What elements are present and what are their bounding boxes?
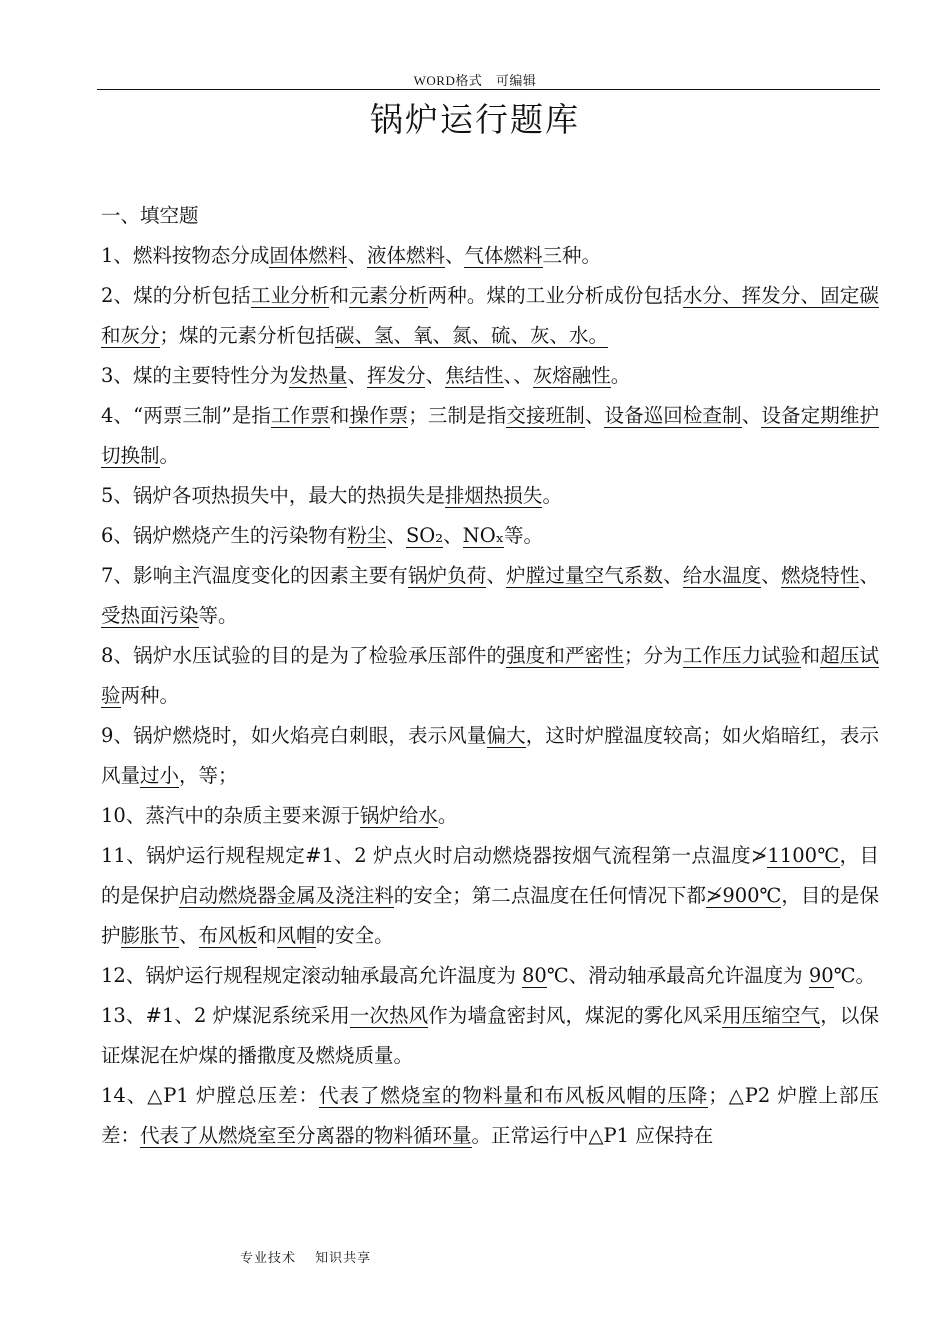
question-item	[101, 516, 879, 556]
question-text: 、	[347, 364, 367, 387]
answer-blank: SO₂	[405, 524, 444, 547]
answer-blank: 80	[522, 964, 547, 987]
question-text: 4、“两票三制”是指	[101, 404, 271, 427]
question-text: 和	[329, 284, 350, 307]
answer-blank: 操作票	[349, 404, 409, 427]
answer-blank: ≯900℃	[705, 884, 782, 907]
question-item	[101, 796, 879, 836]
question-text: 。	[542, 484, 562, 507]
question-text: 9、锅炉燃烧时，如火焰亮白刺眼，表示风量	[101, 724, 487, 747]
question-text: 、	[859, 564, 879, 587]
answer-blank: 过小	[140, 764, 180, 787]
question-text: 。	[610, 364, 631, 387]
answer-blank: 设备巡回检查制	[604, 404, 742, 427]
question-text: 。	[159, 444, 180, 467]
question-text: 5、锅炉各项热损失中，最大的热损失是	[101, 484, 445, 507]
answer-blank: 风帽	[276, 924, 316, 947]
question-item	[101, 276, 879, 356]
question-item	[101, 356, 879, 396]
question-text: 两种。	[120, 684, 180, 707]
answer-blank: 锅炉给水	[359, 804, 438, 827]
answer-blank: 1100℃	[767, 844, 840, 867]
page-footer: 专业技术 知识共享	[240, 1251, 372, 1266]
answer-blank: 发热量	[288, 364, 348, 387]
question-text: ；分为	[623, 644, 683, 667]
answer-blank: 炉膛过量空气系数	[506, 564, 664, 587]
question-text: 、	[741, 404, 762, 427]
question-text: 和	[257, 924, 277, 947]
question-text: 、	[443, 524, 463, 547]
question-text: 、、	[503, 364, 533, 387]
answer-blank: 固体燃料	[269, 244, 348, 267]
question-item	[101, 396, 879, 476]
answer-blank: 受热面污染	[101, 604, 199, 627]
answer-blank: 燃烧特性	[780, 564, 860, 587]
question-list	[101, 236, 879, 1156]
answer-blank: 锅炉负荷	[407, 564, 487, 587]
answer-blank: 液体燃料	[366, 244, 445, 267]
question-text: 的安全；第二点温度在任何情况下都	[393, 884, 706, 907]
answer-blank: 代表了燃烧室的物料量和布风板风帽的压降	[318, 1084, 709, 1107]
question-text: 和	[329, 404, 350, 427]
question-text: 的安全。	[315, 924, 394, 947]
question-item	[101, 956, 879, 996]
answer-blank: 碳、氢、氧、氮、硫、灰、水。	[335, 324, 609, 347]
question-text: 7、影响主汽温度变化的因素主要有	[101, 564, 408, 587]
answer-blank: 工作票	[270, 404, 330, 427]
question-text: ，目的是保护	[101, 884, 879, 947]
answer-blank: 工业分析	[250, 284, 330, 307]
question-text: 和	[800, 644, 821, 667]
question-text: 。正常运行中△P1 应保持在	[471, 1124, 714, 1147]
question-text: 三种。	[542, 244, 602, 267]
answer-blank: 元素分析	[349, 284, 428, 307]
question-text: 14、△P1 炉膛总压差：	[101, 1084, 319, 1107]
question-text: 等。	[198, 604, 238, 627]
question-item	[101, 996, 879, 1076]
question-item	[101, 716, 879, 796]
question-text: 1、燃料按物态分成	[101, 244, 270, 267]
question-text: 两种。煤的工业分析成份包括	[427, 284, 683, 307]
document-body	[101, 196, 879, 1156]
question-text: ℃。	[833, 964, 876, 987]
answer-blank: 交接班制	[506, 404, 585, 427]
answer-blank: 工作压力试验	[682, 644, 801, 667]
question-text: 、	[425, 364, 445, 387]
question-text: ，目的是保护	[101, 844, 879, 907]
question-text: 8、锅炉水压试验的目的是为了检验承压部件的	[101, 644, 507, 667]
page-title: 锅炉运行题库	[370, 100, 580, 139]
question-text: 3、煤的主要特性分为	[101, 364, 289, 387]
answer-blank: NOₓ	[462, 524, 504, 547]
answer-blank: 90	[808, 964, 834, 987]
question-item	[101, 836, 879, 956]
question-text: ；△P2 炉膛上部压差：	[101, 1084, 879, 1147]
answer-blank: 灰熔融性	[532, 364, 611, 387]
page-header: WORD格式 可编辑	[413, 73, 537, 88]
answer-blank: 气体燃料	[464, 244, 543, 267]
answer-blank: 代表了从燃烧室至分离器的物料循环量	[140, 1124, 472, 1147]
answer-blank: 膨胀节	[120, 924, 180, 947]
question-text: 、	[761, 564, 781, 587]
answer-blank: 偏大	[486, 724, 526, 747]
question-text: 。	[437, 804, 458, 827]
question-text: 11、锅炉运行规程规定#1、2 炉点火时启动燃烧器按烟气流程第一点温度≯	[101, 844, 768, 867]
question-item	[101, 636, 879, 716]
question-text: 10、蒸汽中的杂质主要来源于	[101, 804, 360, 827]
question-item	[101, 476, 879, 516]
section-title: 一、填空题	[101, 204, 199, 227]
question-text: 、	[347, 244, 367, 267]
question-text: 12、锅炉运行规程规定滚动轴承最高允许温度为	[101, 964, 523, 987]
question-text: 作为墙盒密封风，煤泥的雾化风采	[428, 1004, 723, 1027]
answer-blank: 超压试验	[101, 644, 879, 707]
question-text: 、	[663, 564, 683, 587]
question-item	[101, 556, 879, 636]
answer-blank: 一次热风	[349, 1004, 429, 1027]
question-text: 、	[386, 524, 406, 547]
answer-blank: 启动燃烧器金属及浇注料	[179, 884, 394, 907]
question-text: ℃、滑动轴承最高允许温度为	[546, 964, 809, 987]
header-rule	[97, 89, 880, 90]
question-text: ；煤的元素分析包括	[159, 324, 336, 347]
answer-blank: 粉尘	[347, 524, 387, 547]
answer-blank: 挥发分	[366, 364, 426, 387]
question-text: 2、煤的分析包括	[101, 284, 251, 307]
answer-blank: 水分、挥发分、固定碳和灰分	[101, 284, 879, 347]
question-text: 、	[584, 404, 605, 427]
answer-blank: 设备定期维护切换制	[101, 404, 879, 467]
answer-blank: 给水温度	[682, 564, 762, 587]
question-item	[101, 1076, 879, 1156]
question-text: 、	[444, 244, 465, 267]
question-text: ，等；	[179, 764, 238, 787]
answer-blank: 排烟热损失	[444, 484, 543, 507]
question-item	[101, 236, 879, 276]
question-text: ，这时炉膛温度较高；如火焰暗红，表示风量	[101, 724, 879, 787]
question-text: 13、#1、2 炉煤泥系统采用	[101, 1004, 350, 1027]
question-text: ；三制是指	[408, 404, 507, 427]
question-text: 6、锅炉燃烧产生的污染物有	[101, 524, 348, 547]
answer-blank: 布风板	[198, 924, 258, 947]
question-text: 、	[179, 924, 199, 947]
question-text: 、	[486, 564, 507, 587]
answer-blank: 焦结性	[444, 364, 504, 387]
question-text: ，以保证煤泥在炉煤的播撒度及燃烧质量。	[101, 1004, 879, 1067]
answer-blank: 强度和严密性	[506, 644, 624, 667]
answer-blank: 用压缩空气	[722, 1004, 821, 1027]
question-text: 等。	[503, 524, 543, 547]
